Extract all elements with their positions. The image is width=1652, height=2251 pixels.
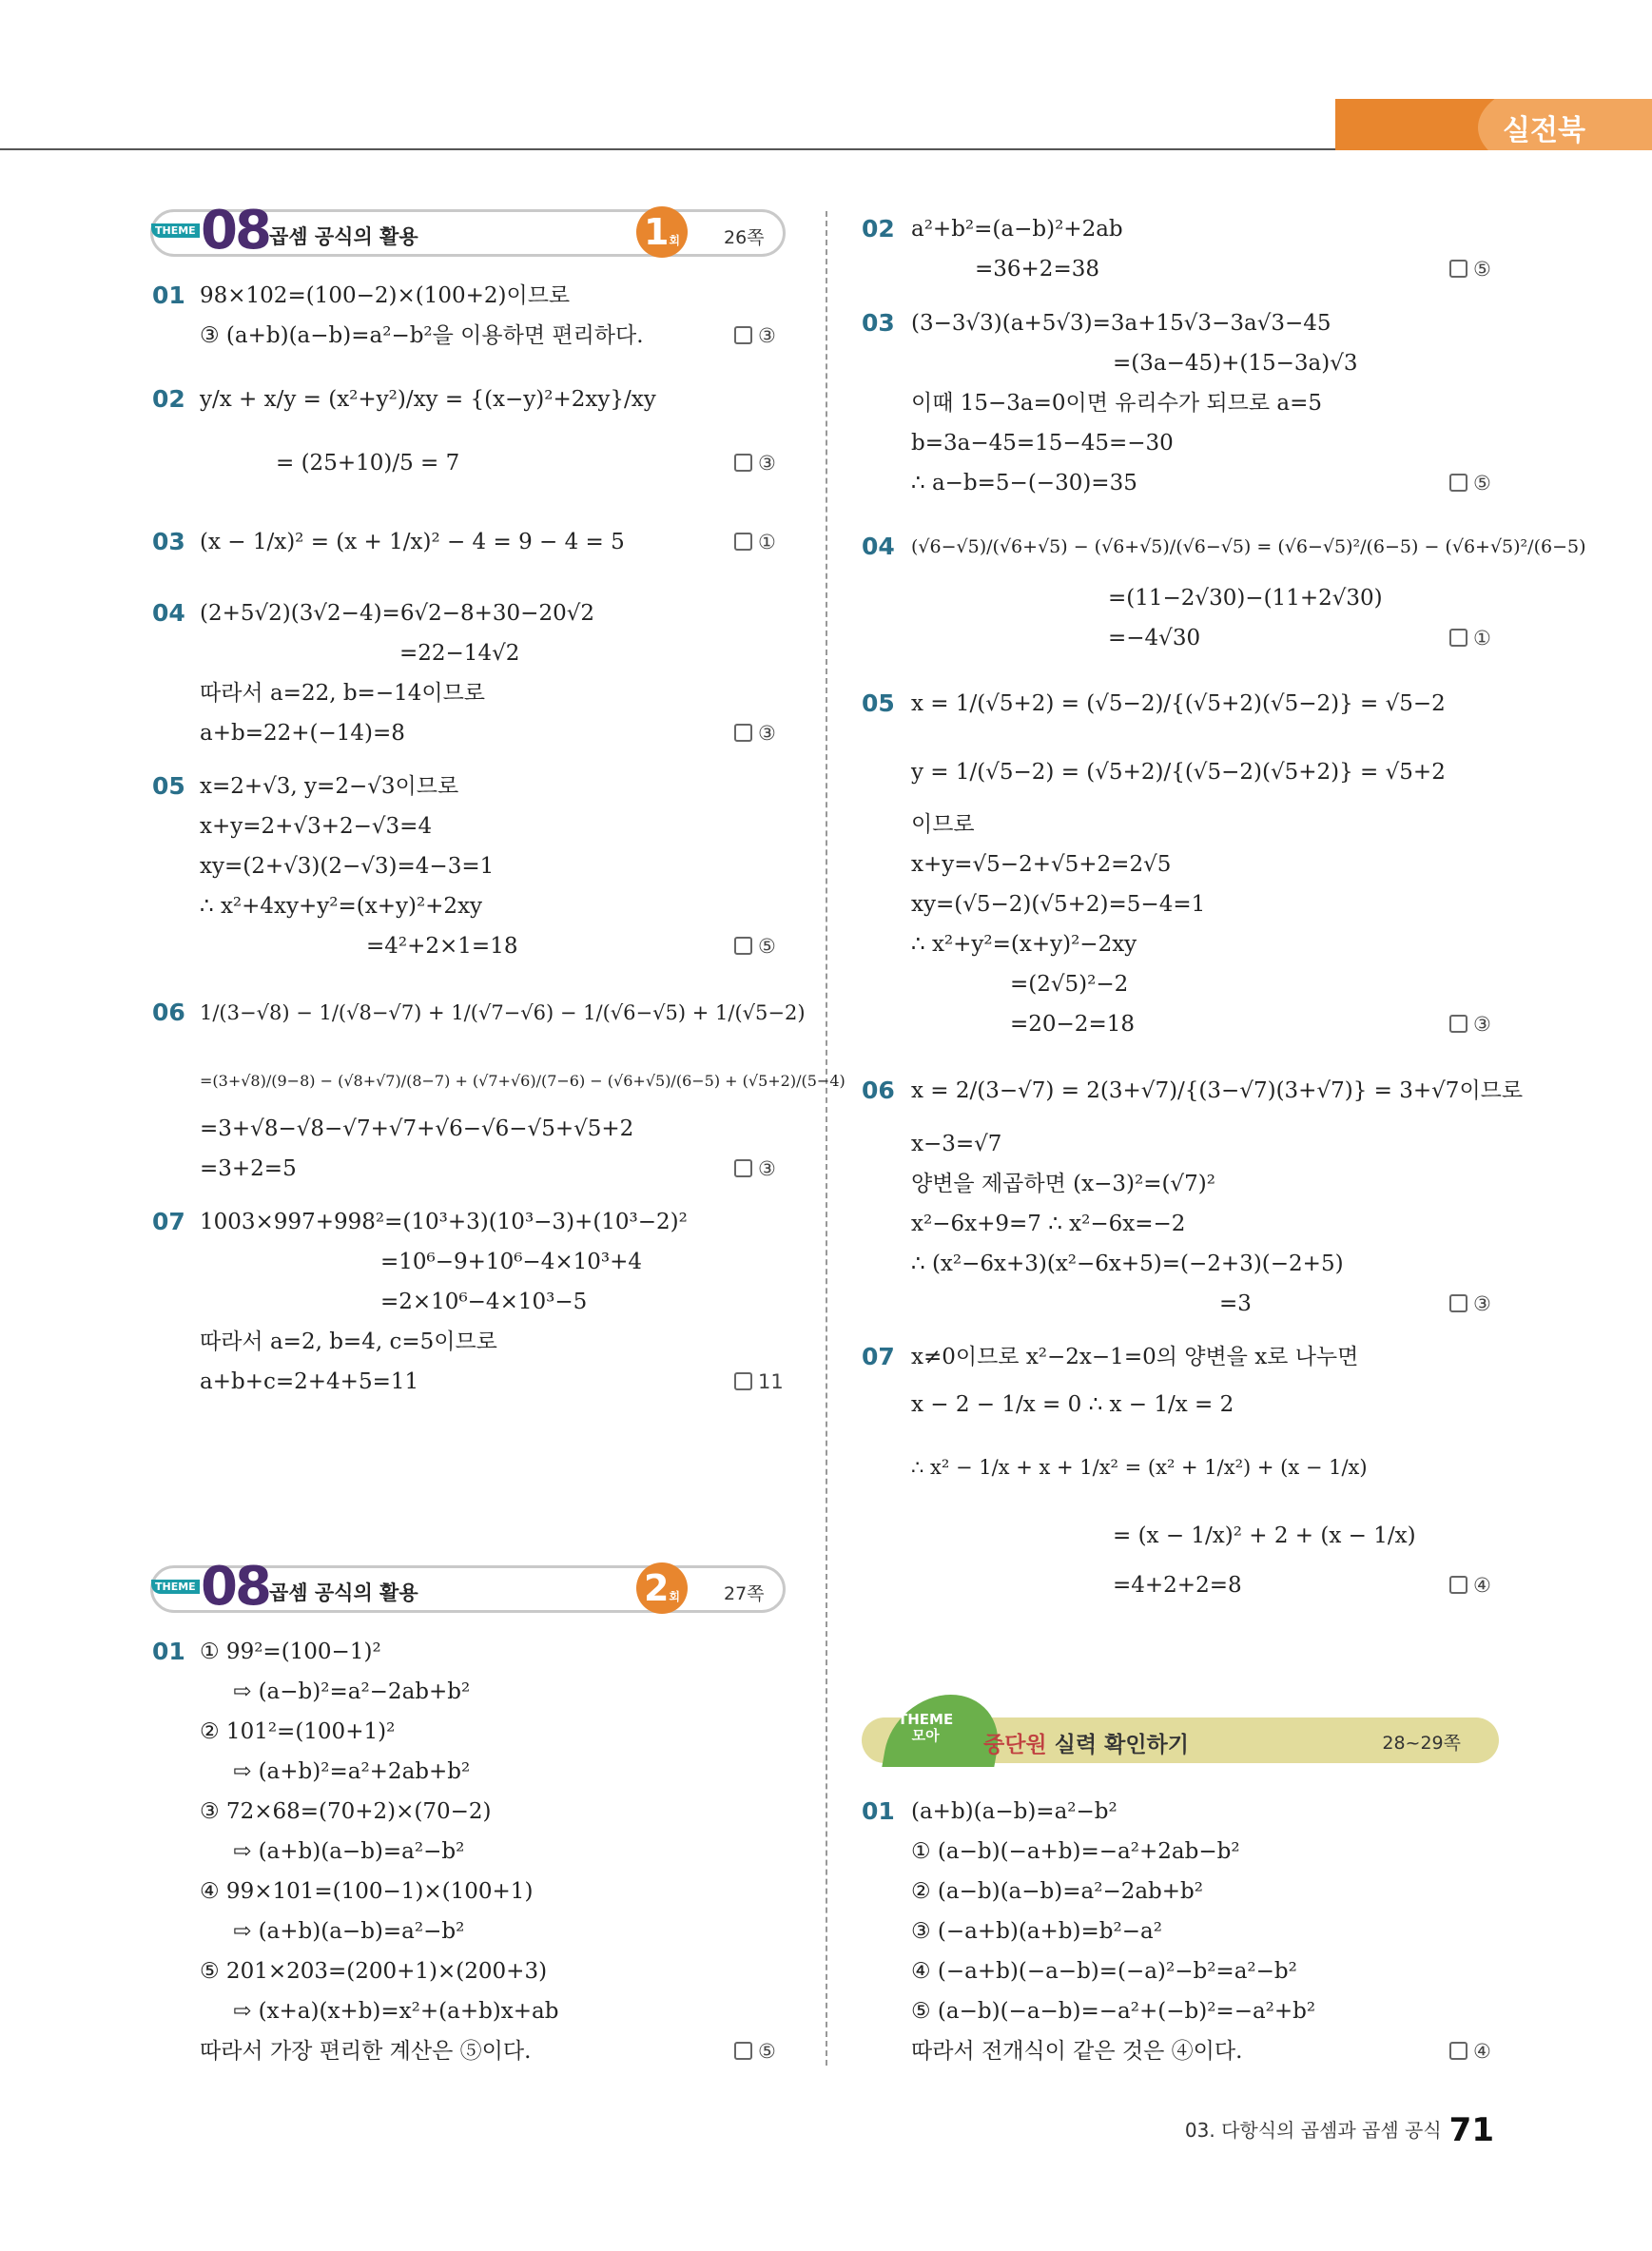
question-number: 05 <box>152 772 185 800</box>
answer-mark: ⑤ <box>1449 255 1491 283</box>
solution-line: =−4√30 <box>1108 626 1201 650</box>
answer-icon <box>734 1372 752 1390</box>
question-number: 02 <box>152 385 185 413</box>
column-divider <box>826 211 827 2066</box>
question-number: 03 <box>152 528 185 555</box>
section-tab <box>1335 99 1652 150</box>
question-number: 01 <box>862 1797 895 1825</box>
answer-mark: ③ <box>734 321 776 350</box>
chapter-title: 03. 다항식의 곱셈과 곱셈 공식 <box>1184 2119 1442 2142</box>
solution-line: =3+√8−√8−√7+√7+√6−√6−√5+√5+2 <box>200 1116 634 1141</box>
solution-line: a+b=22+(−14)=8 <box>200 721 405 746</box>
review-page: 28~29쪽 <box>1382 1733 1461 1754</box>
round-badge: 1회 <box>636 206 688 258</box>
answer-mark: ③ <box>734 719 776 747</box>
solution-line: ③ (−a+b)(a+b)=b²−a² <box>911 1919 1162 1944</box>
solution-line: =(2√5)²−2 <box>1010 972 1129 997</box>
answer-icon <box>1449 2042 1467 2060</box>
solution-line: 98×102=(100−2)×(100+2)이므로 <box>200 283 571 308</box>
solution-line: ∴ x²+y²=(x+y)²−2xy <box>911 932 1137 957</box>
answer-mark: ③ <box>734 1155 776 1183</box>
solution-line: =2×10⁶−4×10³−5 <box>380 1290 588 1314</box>
solution-line: x≠0이므로 x²−2x−1=0의 양변을 x로 나누면 <box>911 1345 1359 1369</box>
theme-bar-1 <box>150 200 786 262</box>
solution-line: =(11−2√30)−(11+2√30) <box>1108 586 1383 611</box>
solution-line: (a+b)(a−b)=a²−b² <box>911 1799 1118 1824</box>
theme-title: 곱셈 공식의 활용 <box>269 225 418 248</box>
solution-line: y = 1/(√5−2) = (√5+2)/{(√5−2)(√5+2)} = √5+2 <box>911 760 1446 785</box>
theme-number: 08 <box>201 200 269 262</box>
solution-line: 1003×997+998²=(10³+3)(10³−3)+(10³−2)² <box>200 1210 688 1234</box>
question-number: 06 <box>152 999 185 1026</box>
answer-icon <box>734 937 752 955</box>
theme-page: 27쪽 <box>724 1583 765 1604</box>
solution-line: =20−2=18 <box>1010 1012 1135 1037</box>
solution-line: =3+2=5 <box>200 1156 297 1181</box>
solution-line: ③ (a+b)(a−b)=a²−b²을 이용하면 편리하다. <box>200 323 644 348</box>
solution-line: 따라서 전개식이 같은 것은 ④이다. <box>911 2039 1243 2064</box>
answer-mark: ① <box>1449 624 1491 652</box>
theme-number: 08 <box>201 1556 269 1618</box>
solution-line: b=3a−45=15−45=−30 <box>911 431 1174 456</box>
solution-line: =4+2+2=8 <box>1113 1573 1242 1598</box>
solution-line: ⇨ (a+b)(a−b)=a²−b² <box>233 1839 465 1864</box>
solution-line: x=2+√3, y=2−√3이므로 <box>200 774 459 799</box>
answer-icon <box>734 1159 752 1177</box>
answer-icon <box>734 533 752 551</box>
solution-line: (2+5√2)(3√2−4)=6√2−8+30−20√2 <box>200 601 595 626</box>
answer-mark: ③ <box>1449 1290 1491 1318</box>
solution-line: x+y=2+√3+2−√3=4 <box>200 814 433 839</box>
solution-line: ② 101²=(100+1)² <box>200 1719 396 1744</box>
answer-mark: ⑤ <box>1449 469 1491 497</box>
solution-line: x = 1/(√5+2) = (√5−2)/{(√5+2)(√5−2)} = √5−2 <box>911 691 1446 716</box>
question-number: 04 <box>862 533 895 560</box>
answer-icon <box>1449 260 1467 278</box>
solution-line: =(3a−45)+(15−3a)√3 <box>1113 351 1358 376</box>
solution-line: ④ 99×101=(100−1)×(100+1) <box>200 1879 534 1904</box>
solution-line: =(3+√8)/(9−8) − (√8+√7)/(8−7) + (√7+√6)/(7−6) − (√6+√5)/(6−5) + (√5+2)/(5−4) <box>200 1072 845 1090</box>
solution-line: (x − 1/x)² = (x + 1/x)² − 4 = 9 − 4 = 5 <box>200 530 625 554</box>
question-number: 02 <box>862 215 895 243</box>
page-number: 71 <box>1448 2111 1494 2149</box>
solution-line: =10⁶−9+10⁶−4×10³+4 <box>380 1250 642 1274</box>
review-title: 중단원 실력 확인하기 <box>983 1733 1189 1757</box>
solution-line: ① 99²=(100−1)² <box>200 1640 381 1664</box>
question-number: 01 <box>152 1638 185 1665</box>
solution-line: ∴ (x²−6x+3)(x²−6x+5)=(−2+3)(−2+5) <box>911 1252 1344 1276</box>
answer-mark: ③ <box>734 449 776 477</box>
solution-line: a²+b²=(a−b)²+2ab <box>911 217 1123 242</box>
solution-line: xy=(2+√3)(2−√3)=4−3=1 <box>200 854 495 879</box>
solution-line: x − 2 − 1/x = 0 ∴ x − 1/x = 2 <box>911 1392 1234 1417</box>
answer-icon <box>734 326 752 344</box>
solution-line: ∴ a−b=5−(−30)=35 <box>911 471 1137 495</box>
answer-icon <box>1449 1015 1467 1033</box>
solution-line: =36+2=38 <box>975 257 1099 281</box>
round-badge: 2회 <box>636 1562 688 1614</box>
solution-line: ⇨ (x+a)(x+b)=x²+(a+b)x+ab <box>233 1999 559 2024</box>
answer-icon <box>734 2042 752 2060</box>
solution-line: 따라서 a=2, b=4, c=5이므로 <box>200 1329 497 1354</box>
solution-line: = (x − 1/x)² + 2 + (x − 1/x) <box>1113 1523 1416 1548</box>
question-number: 05 <box>862 689 895 717</box>
theme-title: 곱셈 공식의 활용 <box>269 1582 418 1604</box>
review-tab-label: THEME 모아 <box>898 1711 954 1744</box>
section-tab-label: 실전북 <box>1503 114 1585 147</box>
solution-line: =4²+2×1=18 <box>366 934 518 959</box>
answer-icon <box>734 454 752 472</box>
solution-line: (√6−√5)/(√6+√5) − (√6+√5)/(√6−√5) = (√6−√5)²/(6−5) − (√6+√5)²/(6−5) <box>911 536 1586 557</box>
solution-line: 이므로 <box>911 812 975 837</box>
page-footer <box>1185 2111 1494 2149</box>
solution-line: ∴ x² − 1/x + x + 1/x² = (x² + 1/x²) + (x − 1/x) <box>911 1456 1368 1479</box>
solution-line: y/x + x/y = (x²+y²)/xy = {(x−y)²+2xy}/xy <box>200 387 656 412</box>
solution-line: ③ 72×68=(70+2)×(70−2) <box>200 1799 492 1824</box>
solution-line: ④ (−a+b)(−a−b)=(−a)²−b²=a²−b² <box>911 1959 1297 1984</box>
solution-line: ⇨ (a−b)²=a²−2ab+b² <box>233 1679 471 1704</box>
solution-line: x+y=√5−2+√5+2=2√5 <box>911 852 1172 877</box>
answer-icon <box>1449 1576 1467 1594</box>
theme-label: THEME <box>151 223 200 238</box>
question-number: 01 <box>152 281 185 309</box>
theme-bar-2 <box>150 1556 786 1618</box>
theme-page: 26쪽 <box>724 227 765 248</box>
question-number: 06 <box>862 1077 895 1104</box>
solution-line: ⑤ (a−b)(−a−b)=−a²+(−b)²=−a²+b² <box>911 1999 1316 2024</box>
solution-line: x²−6x+9=7 ∴ x²−6x=−2 <box>911 1212 1186 1236</box>
solution-line: x = 2/(3−√7) = 2(3+√7)/{(3−√7)(3+√7)} = 3+√7이므로 <box>911 1078 1524 1103</box>
solution-line: 따라서 a=22, b=−14이므로 <box>200 681 486 706</box>
solution-line: = (25+10)/5 = 7 <box>276 451 460 475</box>
solution-line: 따라서 가장 편리한 계산은 ⑤이다. <box>200 2039 532 2064</box>
answer-mark: ③ <box>1449 1010 1491 1038</box>
answer-mark: ④ <box>1449 2037 1491 2066</box>
solution-line: xy=(√5−2)(√5+2)=5−4=1 <box>911 892 1206 917</box>
answer-icon <box>734 724 752 742</box>
solution-line: 1/(3−√8) − 1/(√8−√7) + 1/(√7−√6) − 1/(√6−√5) + 1/(√5−2) <box>200 1001 806 1024</box>
solution-line: ∴ x²+4xy+y²=(x+y)²+2xy <box>200 894 483 919</box>
solution-line: ② (a−b)(a−b)=a²−2ab+b² <box>911 1879 1203 1904</box>
answer-icon <box>1449 474 1467 492</box>
theme-label: THEME <box>151 1580 200 1594</box>
answer-icon <box>1449 629 1467 647</box>
answer-mark: ⑤ <box>734 932 776 961</box>
question-number: 04 <box>152 599 185 627</box>
question-number: 07 <box>152 1208 185 1235</box>
solution-line: ⇨ (a+b)²=a²+2ab+b² <box>233 1759 471 1784</box>
question-number: 03 <box>862 309 895 337</box>
solution-line: 양변을 제곱하면 (x−3)²=(√7)² <box>911 1172 1215 1196</box>
solution-line: =22−14√2 <box>399 641 520 666</box>
solution-line: ⑤ 201×203=(200+1)×(200+3) <box>200 1959 548 1984</box>
review-bar <box>862 1711 1499 1763</box>
answer-mark: ④ <box>1449 1571 1491 1600</box>
solution-line: =3 <box>1219 1291 1252 1316</box>
question-number: 07 <box>862 1343 895 1370</box>
solution-line: ① (a−b)(−a+b)=−a²+2ab−b² <box>911 1839 1240 1864</box>
solution-line: x−3=√7 <box>911 1132 1002 1156</box>
solution-line: (3−3√3)(a+5√3)=3a+15√3−3a√3−45 <box>911 311 1331 336</box>
answer-icon <box>1449 1294 1467 1312</box>
answer-mark: ① <box>734 528 776 556</box>
solution-line: ⇨ (a+b)(a−b)=a²−b² <box>233 1919 465 1944</box>
solution-line: 이때 15−3a=0이면 유리수가 되므로 a=5 <box>911 391 1323 416</box>
solution-line: a+b+c=2+4+5=11 <box>200 1369 419 1394</box>
answer-mark: 11 <box>734 1368 784 1396</box>
answer-mark: ⑤ <box>734 2037 776 2066</box>
